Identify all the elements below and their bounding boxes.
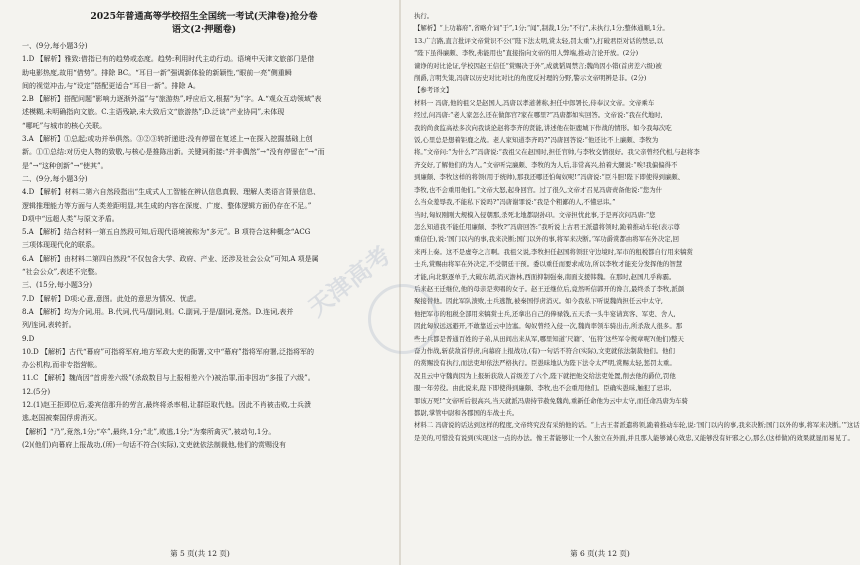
- text-line: 【解析】“上功幕府”,省略介词“于”,1分;“闻”,制裁,1分;“不行”,未执行,1分;整体通顺,1分。: [414, 24, 669, 33]
- text-line: 6.A 【解析】由材料二第四自然段“不仅包含大学、政府、产业、还涉及社会公众”可知,A 项是属: [22, 254, 319, 263]
- text-line: 执行。: [414, 12, 434, 20]
- text-line: D项中“远超人类”与原文矛盾。: [22, 214, 119, 223]
- text-line: 逻辑推理能力等方面与人类差距明显,其生成的内容在深度、广度、整体逻辑方面仍存在不足。”: [22, 201, 312, 210]
- text-line: 11.C 【解析】魏尚因“首虏差六级”(杀敌数目与上报相差六个)被治罪,而非因功“多报了六级”。: [22, 374, 315, 383]
- text-line: 13.广言路,直言批评文帝赏识不公(“陛下法太明,赏太轻,罚太重”),打破君臣对话的禁忌,以: [414, 36, 664, 45]
- text-line: 7.D 【解析】D项:心意,意图。此处的意思为情况、忧虑。: [22, 294, 201, 303]
- text-line: 5.A 【解析】结合材料一第五自然段可知,后现代语境被称为“多元”。B 项符合这种概念“ACG: [22, 228, 311, 237]
- text-line: 重信任),说:‘国门以内的事,我来决断;国门以外的事,将军来决断。’军功爵赏都由将军在外决定,回: [414, 235, 680, 244]
- text-line: 才能,向北驱逐单于,大破东胡,消灭澹林,西面抑制强秦,南面支援韩魏。在那时,赵国几乎称霸。: [414, 272, 676, 281]
- text-line: 三项体现现代化的联系。: [22, 241, 99, 250]
- text-line: “社会公众”,表述不完整。: [22, 268, 102, 277]
- text-line: 列/连词,表转折。: [22, 321, 76, 330]
- text-line: 服一年劳役。由此说来,陛下即使得到廉颇、李牧,也不会重用他们。臣确实愚昧,触犯了忌讳,: [414, 384, 672, 393]
- text-line: 是”→“这种创新”→“使其”。: [22, 161, 108, 170]
- text-line: 李牧,也不会重用他们。”文帝大怒,起身回宫。过了很久,文帝才召见冯唐责备他说:“您为什: [414, 185, 663, 194]
- text-line: 都尉,掌管中尉和各郡国的车战士兵。: [414, 409, 519, 417]
- watermark-text: 天津高考: [302, 240, 396, 323]
- text-line: 因此匈奴远远避开,不敢靠近云中边塞。匈奴曾经入侵一次,魏尚率领车骑出击,所杀敌人很多。那: [414, 322, 683, 331]
- text-line: 后来赵王迁继位,他的母亲是卖唱的女子。赵王迁继位后,竟然听信郭开的谗言,最终杀了李牧,派颜: [414, 284, 685, 293]
- text-line: 三、(15分,每小题3分): [22, 281, 93, 290]
- text-line: 12.(5分): [22, 387, 51, 396]
- text-line: 来再上奏。这不是虚夸之言啊。我祖父说,李牧担任赵国将领驻守边境时,军市的租税都自行用来犒赏: [414, 247, 693, 256]
- text-line: 况且云中守魏尚因为上报斩获敌人首级差了六个,陛下就把他交给法吏处置,削去他的爵位,罚他: [414, 371, 676, 380]
- text-line: 谏诤的对比论证,学校因赵王信任“赏赐决于外”,成就韬周禁言;魏尚因小错(首虏差六级)被: [414, 61, 662, 70]
- text-line: 我的尚食监高祛多次向我谈论赵将李齐的贤能,讲述他在钜鹿城下作战的情形。如今我每次吃: [414, 123, 672, 132]
- text-line: 奋力作战,斩获敌首俘虏,向幕府上报战功,(有)一句话不符合(实际),文吏就依法制裁他们。他们: [414, 346, 675, 355]
- text-line: 1.D 【解析】雅致:借指已有的趋势或态度。趋势:利用时代主动行动。语境中天津文旅部门是借: [22, 55, 315, 64]
- translation-lines: [414, 10, 860, 444]
- text-line: “陛下虽得廉颇、李牧,弗能用也”直接指向文帝的用人弊端,推动言论开放。(2分): [414, 49, 639, 58]
- text-line: 到廉颇、李牧这样的将领(用于统帅),那我还哪还怕匈奴呢!”冯唐说:“臣斗胆!陛下即使得到廉颇、: [414, 173, 685, 182]
- text-line: 聚接替他。因此军队溃败,士兵逃散,被秦国俘虏消灭。如今我私下听说魏尚担任云中太守,: [414, 297, 663, 306]
- text-line: 间的视觉冲击,与“设定”搭配更适合“耳目一新”。排除 A。: [22, 81, 200, 90]
- text-line: 助电影热度,故用“借势”。排除 BC。“耳目一新”强调新体验的新颖性,“眼前一亮”侧重瞬: [22, 68, 292, 77]
- page-footer-right: 第 6 页(共 12 页): [570, 549, 630, 558]
- exam-subtitle: 语文(2·押题卷): [171, 24, 237, 35]
- text-line: 将。”文帝问:“为什么?”冯唐说:“我祖父在赵国时,担任官帅,与李牧交情很好。我父亲曾经代相,与赵将李: [414, 148, 700, 157]
- text-line: 材料二 冯唐说的话达到这样的程度,文帝终究没有采纳他的话。“上古王者派遣将领,跪着推动车轮,说:‘国门以内的事,我来决断;国门以外的事,将军来决断。’”这话: [414, 421, 860, 430]
- text-line: 经过,问冯唐:“老人家怎么还在做郎官?家在哪里?”冯唐都如实回答。文帝说:“我在代地时,: [414, 111, 663, 120]
- text-line: 的赏赐没有执行,而法吏却依法严格执行。臣愚昧地认为陛下法令太严明,赏赐太轻,惩罚太重。: [414, 359, 676, 368]
- text-line: 是美的,可惜没有说到(实现)这一点的办法。像王者能够让一个人独立在外面,并且那人能够诚心效忠,又能够没有奸邪之心,那么(这样做)的效果就显而易见了。: [414, 433, 854, 442]
- text-line: 述模糊,未明确指向文旅。C.主语残缺,未大致后文“旅游热”;D.泛谈“产业协同”,未体现: [22, 108, 285, 117]
- text-line: 士兵,赏赐由将军在外决定,不受朝廷干预。委以重任而要求成功,所以李牧才能充分发挥他的智慧: [414, 260, 683, 269]
- text-line: 材料一 冯唐,他的祖父是赵国人,冯唐以孝道著称,担任中郎署长,侍奉汉文帝。文帝乘车: [414, 98, 655, 107]
- text-line: 【解析】“乃”,竟然,1分;“卒”,最终,1分;“北”,败逃,1分;“为秦所禽灭”,被动句,1分。: [22, 427, 276, 436]
- text-line: 9.D: [22, 334, 35, 343]
- text-line: 10.D 【解析】古代“幕府”可指将军府,地方军政大吏的衙署,文中“幕府”指将军府署,泛指将军的: [22, 347, 314, 356]
- text-line: 些士兵都是普通百姓的子弟,从田间出来从军,哪里知道‘尺籍’、‘伍符’这些军令规章呢?(他们)整天: [414, 334, 684, 343]
- text-line: 办公机构,而非专指营帐。: [22, 361, 102, 370]
- text-line: 二、(9分,每小题3分): [22, 174, 88, 183]
- text-line: 12.(1)赵王拒即位后,委宾信那升的劳言,最终将杀率相,让群臣取代他。因此不肖被击败,士兵溃: [22, 401, 311, 410]
- text-line: “哪吒”与城市的核心关联。: [22, 121, 107, 130]
- text-line: 2.B 【解析】搭配问题“影响力逐渐外溢”与“旅游热”,呼应后文,根据“为”字。A.“观众互动领域”表: [22, 95, 322, 104]
- right-page: [400, 0, 860, 565]
- text-line: 饭,心里总是想着钜鹿之战。老人家知道李齐吗?”冯唐回答说:“他还比不上廉颇、李牧为: [414, 136, 659, 145]
- text-line: 4.D 【解析】材料二第六自然段指出“生成式人工智能在辨认信息真假、理解人类语言背景信息、: [22, 188, 321, 197]
- text-line: 一、(9分,每小题3分): [22, 42, 88, 50]
- exam-title: 2025年普通高等学校招生全国统一考试(天津卷)抢分卷: [90, 11, 318, 22]
- text-line: 么当众羞辱我,不能私下说吗?”冯唐谢罪说:“我是个粗鄙的人,不懂忌讳。”: [414, 198, 616, 207]
- text-line: (2)(他们)向幕府上报战功,(所)一句话不符合(实际),文吏就依法制裁他,他们的赏赐没有: [22, 440, 286, 449]
- page-footer-left: 第 5 页(共 12 页): [170, 549, 230, 558]
- text-line: 【参考译文】: [414, 86, 453, 95]
- text-line: 怎么知道我不能任用廉颇、李牧?”冯唐回答:“我听说上古君王派遣将领时,跪着推动车轮(表示尊: [414, 222, 680, 231]
- text-line: 逃,赵国被秦国俘虏消灭。: [22, 414, 102, 423]
- text-line: 新。①①总结:对历史人物的致敬,与核心是推陈出新。关键词衔接:“并非偶然”→“没有停留在”→“而: [22, 148, 325, 157]
- text-line: 他把军市的租税全部用来犒赏士兵,还拿出自己的俸禄钱,五天杀一头牛宴请宾客、军吏、舍人,: [414, 309, 676, 318]
- text-line: 削爵,言明失策,冯唐以历史对比对比的角度反衬理的分野,警示文帝明辨是非。(2分): [414, 74, 647, 83]
- text-line: 8.A 【解析】均为介词,用。B.代词,代马/副词,则。C.副词,于是/副词,竟然。D.连词,表并: [22, 307, 294, 316]
- answer-lines: [22, 40, 386, 452]
- text-line: 3.A 【解析】①总起;或功并举俱然。③②③转折递进:没有停留在复述上→在探入挖掘基础上创: [22, 135, 313, 144]
- left-page: [0, 0, 400, 565]
- text-line: 罪该万死!”文帝听后很高兴,当天就派冯唐持节赦免魏尚,重新任命他为云中太守,而任命冯唐为车骑: [414, 396, 688, 405]
- text-line: 齐交好,了解他们的为人。”文帝听完廉颇、李牧的为人后,非常高兴,拍着大腿说:“唉!我偏偏得不: [414, 160, 678, 169]
- text-line: 当时,匈奴刚刚大规模入侵朝那,杀死北地都尉孙印。文帝担忧此事,于是再次问冯唐:“您: [414, 210, 656, 219]
